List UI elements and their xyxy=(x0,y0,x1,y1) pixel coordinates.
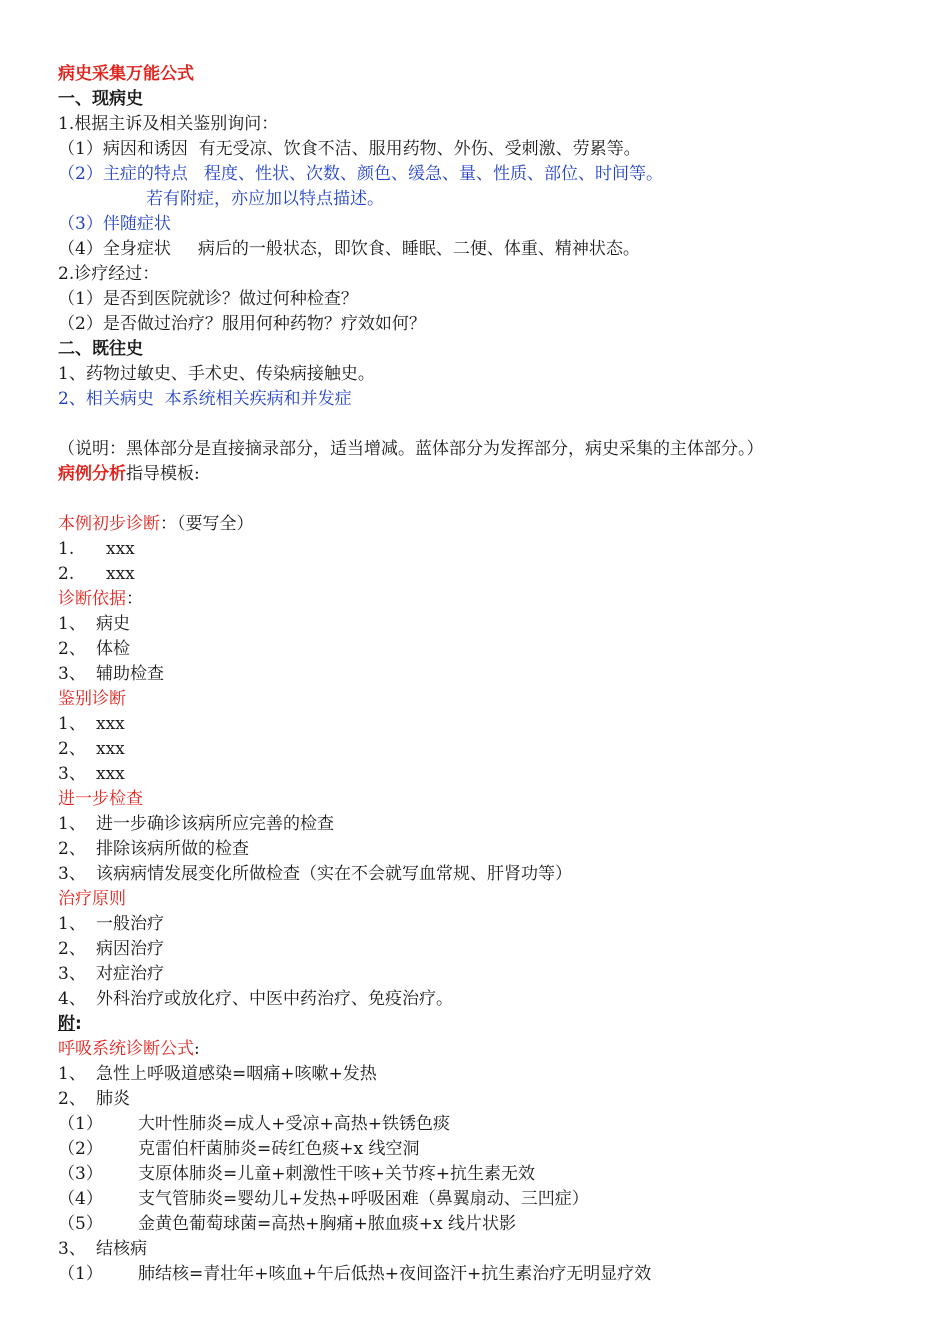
present-illness-sub-4: （4）全身症状 病后的一般状态，即饮食、睡眠、二便、体重、精神状态。 xyxy=(58,239,640,259)
present-illness-sub-3: （3）伴随症状 xyxy=(58,214,171,234)
list-item xyxy=(58,612,918,637)
list-item-text: 急性上呼吸道感染=咽痛+咳嗽+发热 xyxy=(96,1064,377,1084)
list-item xyxy=(58,1262,918,1287)
list-item-number: （2） xyxy=(58,1139,103,1159)
list-item-text: 大叶性肺炎=成人+受凉+高热+铁锈色痰 xyxy=(138,1114,450,1134)
list-item-text: 病因治疗 xyxy=(96,939,164,959)
diagnosis-heading-label: 本例初步诊断 xyxy=(58,514,160,534)
list-item-number: 2、 xyxy=(58,1089,86,1109)
further-exam-heading: 进一步检查 xyxy=(58,789,143,809)
list-item-number: （3） xyxy=(58,1164,103,1184)
list-item-text: 一般治疗 xyxy=(96,914,164,934)
appendix-heading-label: 附 xyxy=(58,1014,75,1034)
list-item-text: 结核病 xyxy=(96,1239,147,1259)
present-illness-item-1: 1.根据主诉及相关鉴别询问： xyxy=(58,114,279,134)
list-item-text: 外科治疗或放化疗、中医中药治疗、免疫治疗。 xyxy=(96,989,453,1009)
list-item xyxy=(58,987,918,1012)
basis-heading-label: 诊断依据 xyxy=(58,589,126,609)
list-item-text: 该病病情发展变化所做检查（实在不会就写血常规、肝肾功等） xyxy=(96,864,572,884)
list-item-text: 支气管肺炎=婴幼儿+发热+呼吸困难（鼻翼扇动、三凹症） xyxy=(138,1189,589,1209)
list-item-number: （4） xyxy=(58,1189,103,1209)
differential-heading: 鉴别诊断 xyxy=(58,689,126,709)
present-illness-sub-2b: 若有附症，亦应加以特点描述。 xyxy=(146,189,384,209)
list-item xyxy=(58,762,918,787)
list-item-number: 1、 xyxy=(58,914,86,934)
present-illness-sub-2: （2）主症的特点 程度、性状、次数、颜色、缓急、量、性质、部位、时间等。 xyxy=(58,164,664,184)
list-item xyxy=(58,537,918,562)
list-item xyxy=(58,1212,918,1237)
respiratory-heading xyxy=(58,1037,918,1062)
list-item xyxy=(58,562,918,587)
appendix-heading-suffix: : xyxy=(75,1014,82,1034)
list-item xyxy=(58,637,918,662)
list-item xyxy=(58,712,918,737)
present-illness-item-2: 2.诊疗经过： xyxy=(58,264,160,284)
diagnosis-heading-suffix: ：（要写全） xyxy=(160,514,254,534)
list-item-number: 3、 xyxy=(58,864,86,884)
list-item-number: 1、 xyxy=(58,614,86,634)
list-item-text: xxx xyxy=(106,539,135,559)
list-item xyxy=(58,837,918,862)
template-title xyxy=(58,462,918,487)
list-item xyxy=(58,662,918,687)
list-item-number: 3、 xyxy=(58,1239,86,1259)
list-item-text: xxx xyxy=(96,764,125,784)
present-illness-sub-1: （1）病因和诱因 有无受凉、饮食不洁、服用药物、外伤、受刺激、劳累等。 xyxy=(58,139,641,159)
list-item-number: （1） xyxy=(58,1264,103,1284)
list-item xyxy=(58,962,918,987)
document-content xyxy=(58,62,918,1287)
list-item xyxy=(58,812,918,837)
list-item xyxy=(58,737,918,762)
list-item-number: 2、 xyxy=(58,939,86,959)
list-item-number: 1. xyxy=(58,539,75,559)
basis-heading-suffix: ： xyxy=(126,589,143,609)
list-item xyxy=(58,912,918,937)
list-item xyxy=(58,1137,918,1162)
list-item xyxy=(58,1237,918,1262)
present-illness-sub-5: （1）是否到医院就诊？做过何种检查？ xyxy=(58,289,358,309)
respiratory-heading-suffix: : xyxy=(194,1039,200,1059)
list-item-text: xxx xyxy=(106,564,135,584)
list-item-number: 3、 xyxy=(58,964,86,984)
spacer xyxy=(58,487,918,512)
list-item xyxy=(58,1062,918,1087)
list-item-number: 3、 xyxy=(58,764,86,784)
list-item-number: 1、 xyxy=(58,1064,86,1084)
list-item-number: 2、 xyxy=(58,639,86,659)
list-item-number: 2、 xyxy=(58,839,86,859)
list-item-number: 2、 xyxy=(58,739,86,759)
list-item-text: xxx xyxy=(96,714,125,734)
list-item-text: 排除该病所做的检查 xyxy=(96,839,249,859)
list-item-text: 克雷伯杆菌肺炎=砖红色痰+x 线空洞 xyxy=(138,1139,420,1159)
section-heading-past-history: 二、既往史 xyxy=(58,339,143,359)
list-item-text: 体检 xyxy=(96,639,130,659)
list-item-text: 病史 xyxy=(96,614,130,634)
list-item-number: 1、 xyxy=(58,714,86,734)
spacer xyxy=(58,412,918,437)
past-history-item-2: 2、相关病史 本系统相关疾病和并发症 xyxy=(58,389,352,409)
list-item-text: 肺炎 xyxy=(96,1089,130,1109)
document-title: 病史采集万能公式 xyxy=(58,64,194,84)
list-item xyxy=(58,1087,918,1112)
list-item-text: xxx xyxy=(96,739,125,759)
list-item xyxy=(58,862,918,887)
list-item-text: 进一步确诊该病所应完善的检查 xyxy=(96,814,334,834)
list-item-text: 肺结核=青壮年+咳血+午后低热+夜间盗汗+抗生素治疗无明显疗效 xyxy=(138,1264,652,1284)
list-item xyxy=(58,937,918,962)
list-item xyxy=(58,1162,918,1187)
list-item-text: 辅助检查 xyxy=(96,664,164,684)
list-item-text: 金黄色葡萄球菌=高热+胸痛+脓血痰+x 线片状影 xyxy=(138,1214,516,1234)
basis-heading xyxy=(58,587,918,612)
template-title-highlight: 病例分析 xyxy=(58,464,126,484)
respiratory-heading-label: 呼吸系统诊断公式 xyxy=(58,1039,194,1059)
treatment-heading: 治疗原则 xyxy=(58,889,126,909)
diagnosis-heading xyxy=(58,512,918,537)
list-item-number: 4、 xyxy=(58,989,86,1009)
list-item-text: 支原体肺炎=儿童+刺激性干咳+关节疼+抗生素无效 xyxy=(138,1164,535,1184)
section-heading-present-illness: 一、现病史 xyxy=(58,89,143,109)
list-item-text: 对症治疗 xyxy=(96,964,164,984)
list-item xyxy=(58,1187,918,1212)
appendix-heading xyxy=(58,1012,918,1037)
list-item-number: （1） xyxy=(58,1114,103,1134)
template-title-rest: 指导模板: xyxy=(126,464,200,484)
past-history-item-1: 1、药物过敏史、手术史、传染病接触史。 xyxy=(58,364,375,384)
explanation-note: （说明：黑体部分是直接摘录部分，适当增减。蓝体部分为发挥部分，病史采集的主体部分。） xyxy=(58,439,764,459)
list-item-number: （5） xyxy=(58,1214,103,1234)
list-item-number: 3、 xyxy=(58,664,86,684)
list-item-number: 2. xyxy=(58,564,75,584)
present-illness-sub-6: （2）是否做过治疗？服用何种药物？疗效如何？ xyxy=(58,314,426,334)
list-item-number: 1、 xyxy=(58,814,86,834)
list-item xyxy=(58,1112,918,1137)
